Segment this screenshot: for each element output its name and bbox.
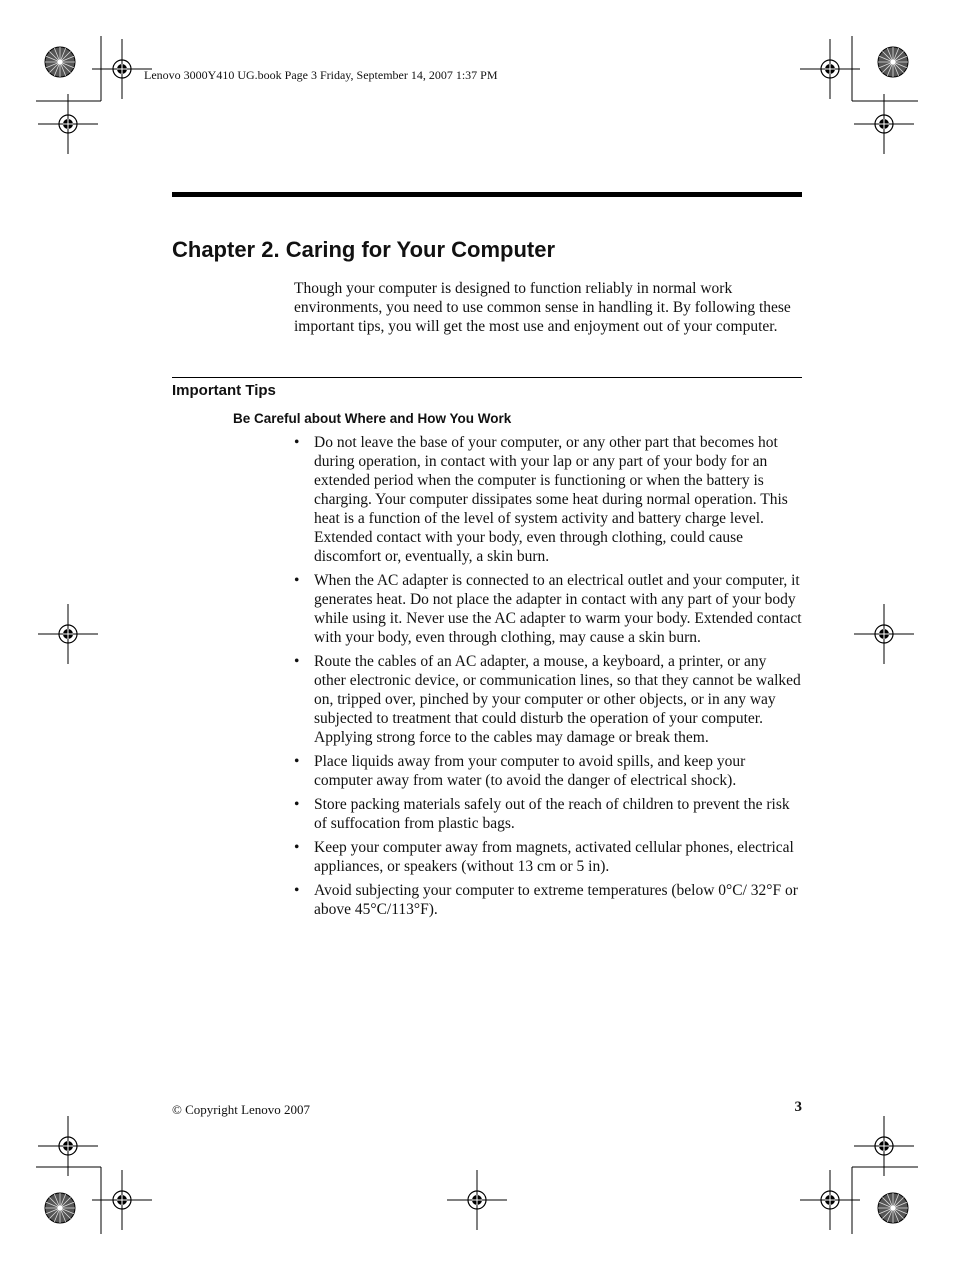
tip-text: Route the cables of an AC adapter, a mouse, a keyboard, a printer, or any other electronic device, or communication lines, so that they cannot be walked on, tripped over, pinched by your computer or other objects, or in any way subjected to treatment that could disturb the operation of your computer. Applying strong force to the cables may damage or break them. (314, 653, 801, 746)
bullet-icon: • (294, 882, 300, 899)
tip-text: Keep your computer away from magnets, activated cellular phones, electrical appliances, or speakers (without 13 cm or 5 in). (314, 839, 794, 875)
registration-mark-bottom-left (36, 1116, 152, 1234)
list-item (294, 433, 802, 566)
bullet-icon: • (294, 572, 300, 589)
chapter-title: Chapter 2. Caring for Your Computer (172, 237, 556, 262)
section-rule (172, 377, 802, 378)
bullet-icon: • (294, 753, 300, 770)
registration-mark-middle-left (38, 604, 98, 664)
list-item (294, 838, 802, 876)
registration-mark-bottom-center (447, 1170, 507, 1230)
page-number: 3 (794, 1099, 802, 1115)
list-item (294, 795, 802, 833)
registration-mark-middle-right (854, 604, 914, 664)
print-slug: Lenovo 3000Y410 UG.book Page 3 Friday, September 14, 2007 1:37 PM (144, 68, 498, 82)
bullet-icon: • (294, 839, 300, 856)
chapter-rule (172, 192, 802, 197)
section-title: Important Tips (172, 382, 276, 399)
list-item (294, 652, 802, 747)
tips-list (294, 433, 802, 924)
registration-mark-bottom-right (800, 1116, 918, 1234)
tip-text: Avoid subjecting your computer to extreme temperatures (below 0°C/ 32°F or above 45°C/113°F). (314, 882, 798, 918)
subsection-title: Be Careful about Where and How You Work (233, 411, 512, 426)
list-item (294, 881, 802, 919)
list-item (294, 571, 802, 647)
bullet-icon: • (294, 796, 300, 813)
tip-text: Store packing materials safely out of the reach of children to prevent the risk of suffocation from plastic bags. (314, 796, 790, 832)
tip-text: Do not leave the base of your computer, or any other part that becomes hot during operation, in contact with your lap or any part of your body for an extended period when the computer is functioning or when the battery is charging. Your computer dissipates some heat during normal operation. This heat is a function of the level of system activity and battery charge level. Extended contact with your body, even through clothing, could cause discomfort or, eventually, a skin burn. (314, 434, 788, 565)
intro-paragraph: Though your computer is designed to function reliably in normal work environments, you need to use common sense in handling it. By following these important tips, you will get the most use and enjoyment out of your computer. (294, 280, 791, 335)
tip-text: Place liquids away from your computer to avoid spills, and keep your computer away from water (to avoid the danger of electrical shock). (314, 753, 746, 789)
registration-mark-top-left (36, 36, 152, 154)
list-item (294, 752, 802, 790)
registration-mark-top-right (800, 36, 918, 154)
tip-text: When the AC adapter is connected to an electrical outlet and your computer, it generates heat. Do not place the adapter in contact with any part of your body while using it. Never use the AC adapter to warm your body. Extended contact with your body, even through clothing, may cause a skin burn. (314, 572, 802, 646)
copyright-notice: © Copyright Lenovo 2007 (172, 1102, 311, 1117)
bullet-icon: • (294, 434, 300, 451)
bullet-icon: • (294, 653, 300, 670)
